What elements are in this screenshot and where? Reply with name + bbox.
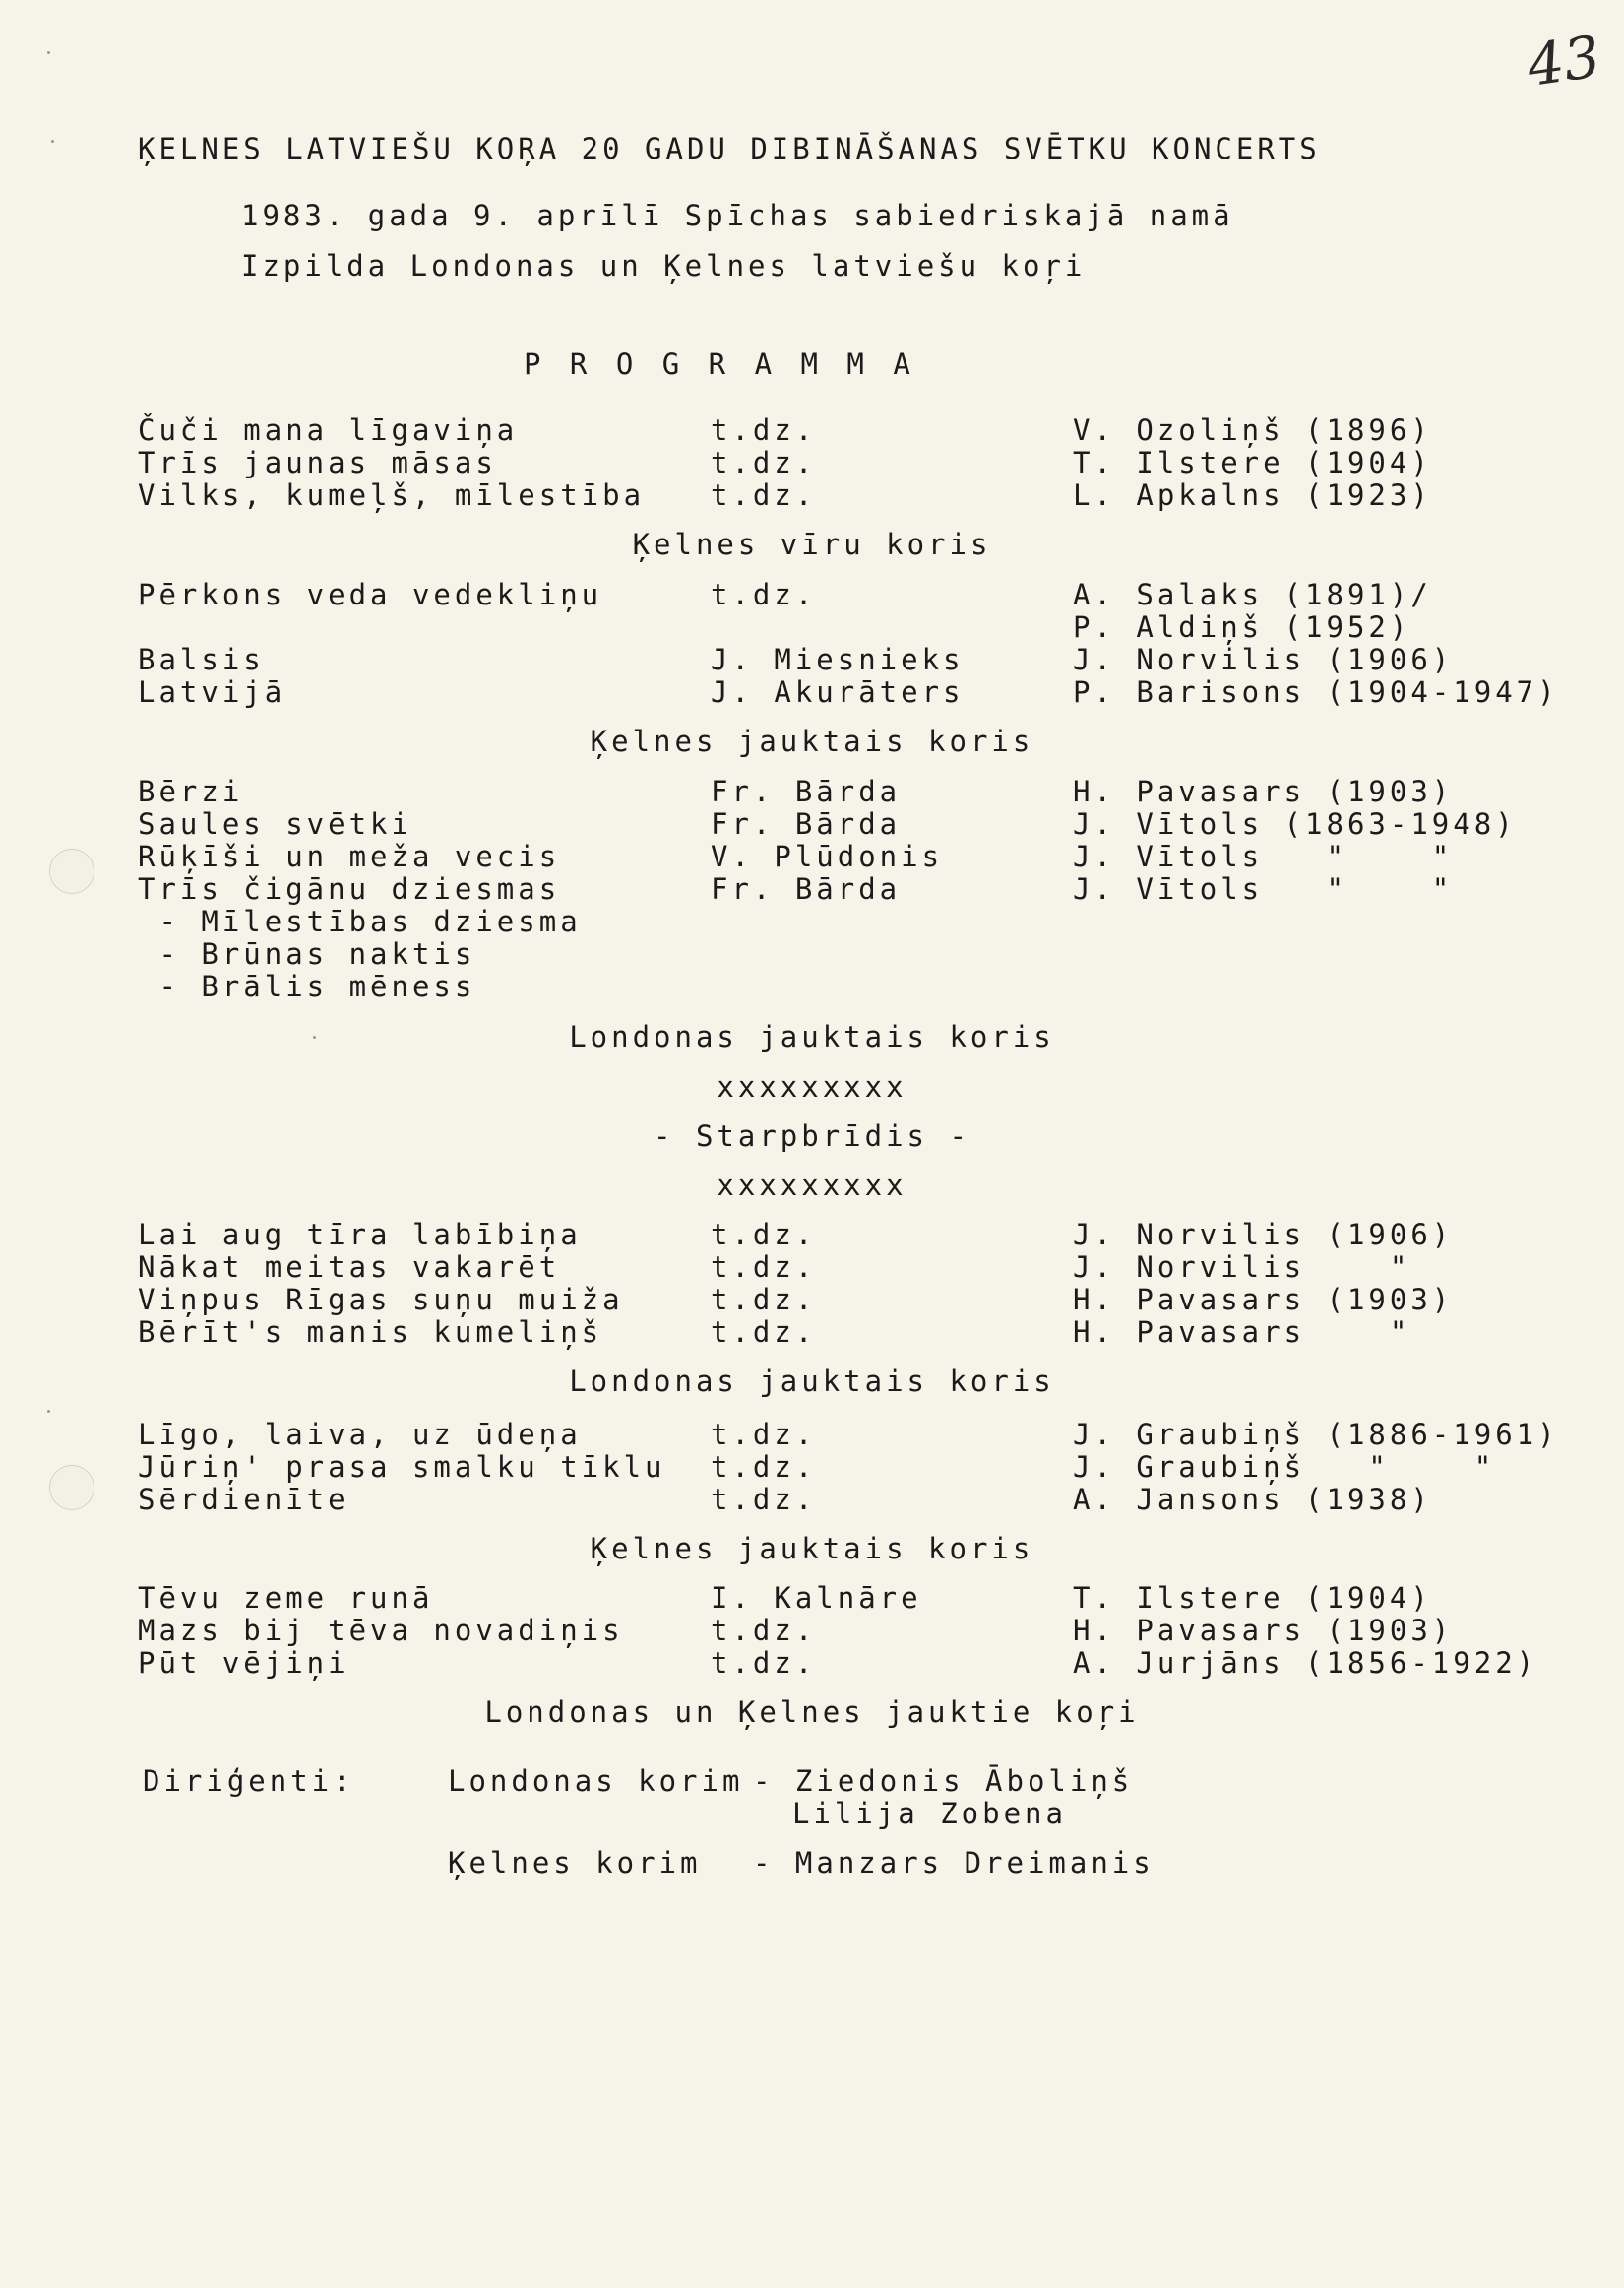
choir-label: Londonas un Ķelnes jauktie koŗi [484,1695,1140,1729]
composer: J. Vītols " " [1073,840,1454,873]
lyricist: Fr. Bārda [711,775,902,808]
song-title: Trīs jaunas māsas [138,446,497,479]
song-subitem: - Brālis mēness [138,970,476,1003]
song-subitem: - Mīlestības dziesma [138,905,582,938]
lyricist: t.dz. [711,1283,817,1316]
song-subitem: - Brūnas naktis [138,937,476,971]
lyricist: t.dz. [711,1418,817,1451]
lyricist: t.dz. [711,1315,817,1349]
lyricist: t.dz. [711,1250,817,1284]
intermission-label: - Starpbrīdis - [654,1119,970,1153]
song-title: Mazs bij tēva novadiņis [138,1614,624,1647]
lyricist: V. Plūdonis [711,840,944,873]
song-title: Bērīt's manis kumeliņš [138,1315,603,1349]
folio-number: 43 [1523,23,1605,99]
song-title: Līgo, laiva, uz ūdeņa [138,1418,582,1451]
paper-speck [51,140,54,143]
lyricist: J. Akurāters [711,675,965,709]
lyricist: t.dz. [711,1646,817,1680]
date-venue-line: 1983. gada 9. aprīlī Spīchas sabiedriskajā namā [241,199,1234,232]
song-title: Rūķīši un meža vecis [138,840,561,873]
song-title: Pērkons veda vedekliņu [138,578,603,611]
lyricist: I. Kalnāre [711,1581,922,1615]
song-title: Trīs čigānu dziesmas [138,872,561,906]
lyricist: t.dz. [711,413,817,447]
song-title: Jūriņ' prasa smalku tīklu [138,1450,666,1484]
composer: A. Jansons (1938) [1073,1483,1432,1516]
lyricist: t.dz. [711,1483,817,1516]
paper-speck [47,51,50,54]
song-title: Čuči mana līgaviņa [138,413,519,447]
song-title: Nākat meitas vakarēt [138,1250,561,1284]
choir-label: Ķelnes jauktais koris [590,725,1034,758]
conductor-name: - Manzars Dreimanis [753,1846,1155,1879]
program-heading: P R O G R A M M A [524,348,916,381]
composer: H. Pavasars (1903) [1073,775,1454,808]
punch-hole [49,1465,94,1510]
composer: J. Norvilis (1906) [1073,1218,1454,1251]
separator-rule: xxxxxxxxx [717,1169,907,1202]
composer: L. Apkalns (1923) [1073,478,1432,512]
choir-label: Ķelnes vīru koris [632,528,992,561]
composer: T. Ilstere (1904) [1073,1581,1432,1615]
lyricist: J. Miesnieks [711,643,965,676]
composer: P. Barisons (1904-1947) [1073,675,1559,709]
composer: H. Pavasars (1903) [1073,1614,1454,1647]
song-title: Tēvu zeme runā [138,1581,434,1615]
composer: P. Aldiņš (1952) [1073,610,1411,644]
lyricist: Fr. Bārda [711,807,902,841]
lyricist: t.dz. [711,1614,817,1647]
composer: J. Vītols (1863-1948) [1073,807,1517,841]
conductor-name: Lilija Zobena [792,1797,1067,1830]
choir-label: Londonas jauktais koris [569,1365,1055,1398]
separator-rule: xxxxxxxxx [717,1070,907,1104]
paper-speck [47,1410,50,1413]
lyricist: t.dz. [711,578,817,611]
song-title: Balsis [138,643,265,676]
composer: A. Jurjāns (1856-1922) [1073,1646,1538,1680]
choir-label: Londonas jauktais koris [569,1020,1055,1053]
song-title: Saules svētki [138,807,412,841]
concert-title: ĶELNES LATVIEŠU KOŖA 20 GADU DIBINĀŠANAS SVĒTKU KONCERTS [138,132,1321,165]
song-title: Vilks, kumeļš, mīlestība [138,478,646,512]
london-choir-label: Londonas korim [448,1764,744,1798]
punch-hole [49,849,94,894]
composer: J. Norvilis " [1073,1250,1411,1284]
song-title: Bērzi [138,775,244,808]
composer: J. Graubiņš (1886-1961) [1073,1418,1559,1451]
lyricist: t.dz. [711,478,817,512]
conductors-label: Diriģenti: [143,1764,354,1798]
lyricist: Fr. Bārda [711,872,902,906]
lyricist: t.dz. [711,446,817,479]
composer: H. Pavasars (1903) [1073,1283,1454,1316]
composer: T. Ilstere (1904) [1073,446,1432,479]
composer: J. Vītols " " [1073,872,1454,906]
lyricist: t.dz. [711,1450,817,1484]
conductor-name: - Ziedonis Āboliņš [753,1764,1134,1798]
song-title: Latvijā [138,675,286,709]
composer: J. Graubiņš " " [1073,1450,1496,1484]
performers-line: Izpilda Londonas un Ķelnes latviešu koŗi [241,249,1087,283]
cologne-choir-label: Ķelnes korim [448,1846,702,1879]
composer: H. Pavasars " [1073,1315,1411,1349]
song-title: Pūt vējiņi [138,1646,349,1680]
composer: A. Salaks (1891)/ [1073,578,1432,611]
composer: V. Ozoliņš (1896) [1073,413,1432,447]
lyricist: t.dz. [711,1218,817,1251]
composer: J. Norvilis (1906) [1073,643,1454,676]
choir-label: Ķelnes jauktais koris [590,1532,1034,1565]
song-title: Lai aug tīra labībiņa [138,1218,582,1251]
song-title: Sērdienīte [138,1483,349,1516]
song-title: Viņpus Rīgas suņu muiža [138,1283,624,1316]
